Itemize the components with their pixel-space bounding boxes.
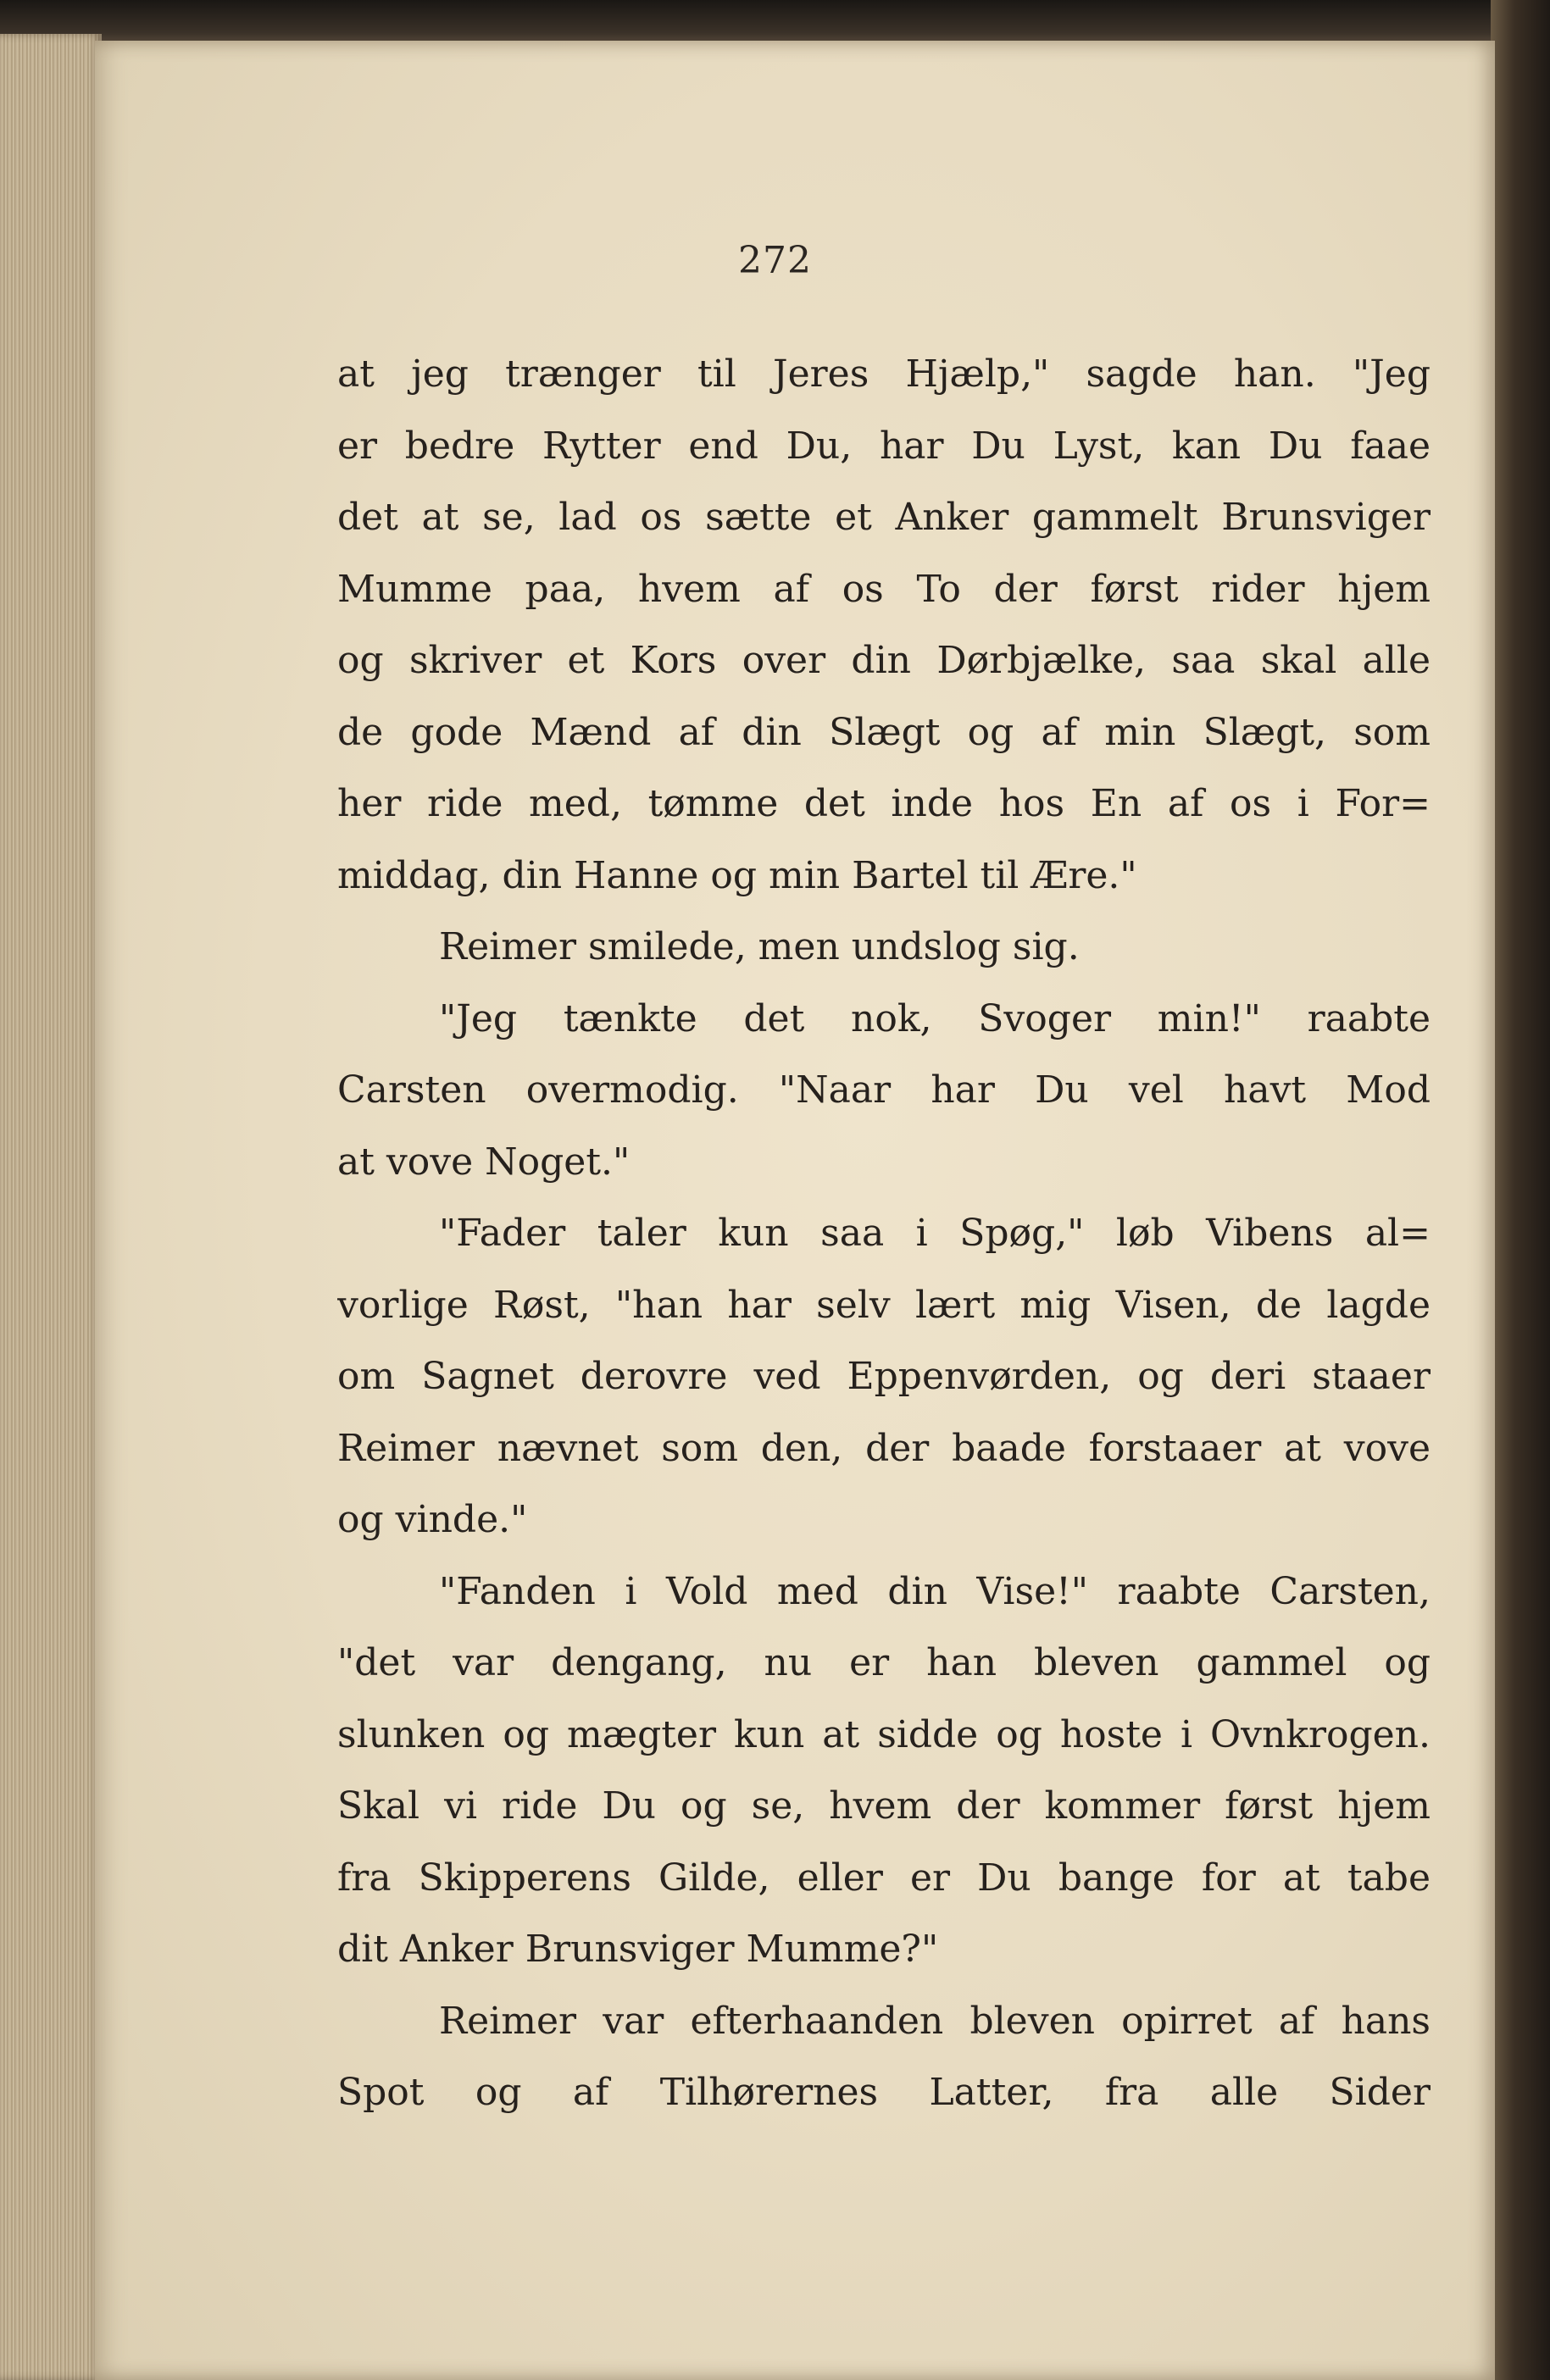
text-line: Reimer var efterhaanden bleven opirret af hans <box>439 2000 1431 2043</box>
text-line: Carsten overmodig. "Naar har Du vel havt Mod <box>337 1068 1431 1112</box>
page-number: 272 <box>738 239 812 282</box>
text-line: det at se, lad os sætte et Anker gammelt Brunsviger <box>337 496 1431 539</box>
text-line: "det var dengang, nu er han bleven gammel og <box>337 1641 1431 1684</box>
text-line: "Fanden i Vold med din Vise!" raabte Carsten, <box>439 1570 1431 1613</box>
text-line: fra Skipperens Gilde, eller er Du bange for at tabe <box>337 1856 1431 1900</box>
text-line: de gode Mænd af din Slægt og af min Slægt, som <box>337 711 1431 754</box>
text-line: "Jeg tænkte det nok, Svoger min!" raabte <box>439 997 1431 1040</box>
text-line: Mumme paa, hvem af os To der først rider hjem <box>337 568 1431 611</box>
scan-top-edge <box>0 0 1550 47</box>
text-line: Reimer nævnet som den, der baade forstaaer at vove <box>337 1427 1431 1470</box>
text-line: og vinde." <box>337 1498 528 1541</box>
stacked-page-edges <box>0 34 102 2380</box>
text-line: dit Anker Brunsviger Mumme?" <box>337 1928 939 1971</box>
text-line: Skal vi ride Du og se, hvem der kommer først hjem <box>337 1784 1431 1828</box>
text-line: vorlige Røst, "han har selv lært mig Visen, de lagde <box>337 1284 1431 1327</box>
text-line: er bedre Rytter end Du, har Du Lyst, kan Du faae <box>337 424 1431 468</box>
text-line: slunken og mægter kun at sidde og hoste i Ovnkrogen. <box>337 1713 1431 1756</box>
text-line: "Fader taler kun saa i Spøg," løb Vibens al= <box>439 1212 1431 1255</box>
text-line: at vove Noget." <box>337 1140 631 1184</box>
text-line: Reimer smilede, men undslog sig. <box>439 925 1080 968</box>
text-line: og skriver et Kors over din Dørbjælke, saa skal alle <box>337 639 1431 682</box>
text-line: Spot og af Tilhørernes Latter, fra alle Sider <box>337 2071 1431 2114</box>
text-line: her ride med, tømme det inde hos En af os i For= <box>337 782 1431 825</box>
text-line: om Sagnet derovre ved Eppenvørden, og deri staaer <box>337 1355 1431 1398</box>
text-line: at jeg trænger til Jeres Hjælp," sagde han. "Jeg <box>337 352 1431 396</box>
text-line: middag, din Hanne og min Bartel til Ære." <box>337 854 1137 897</box>
book-spine-edge <box>1491 0 1550 2380</box>
